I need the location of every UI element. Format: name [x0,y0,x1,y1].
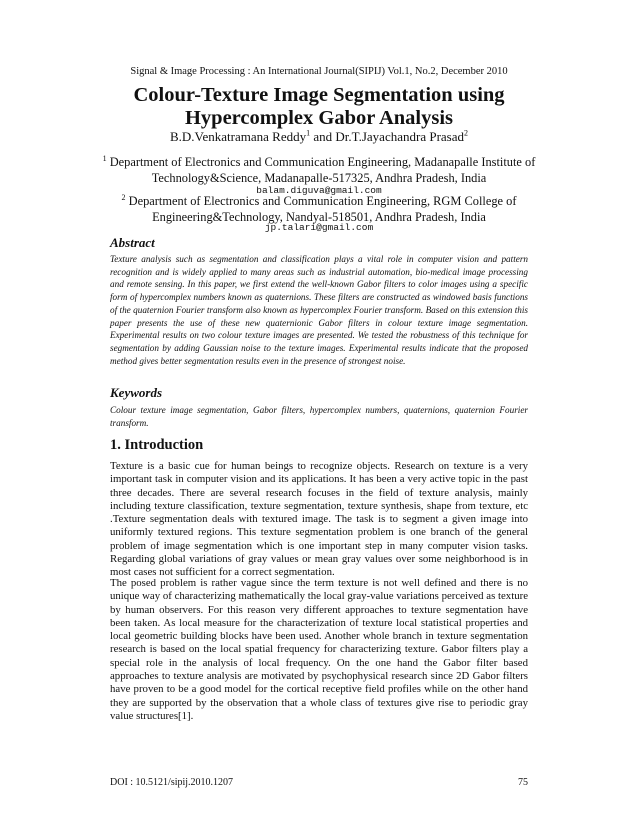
title-line-1: Colour-Texture Image Segmentation using [133,84,505,106]
title-line-2: Hypercomplex Gabor Analysis [184,107,454,129]
keywords-heading: Keywords [110,385,162,400]
introduction-heading: 1. Introduction [110,437,204,453]
doi-text: DOI : 10.5121/sipij.2010.1207 [110,777,234,788]
introduction-paragraph-1: Texture is a basic cue for human beings to recognize objects. Research on texture is a very important task in computer vision and its applications. It has been a very active topic in the past three decades. There are several research focuses in the field of texture analysis, mainly including texture classification, texture segmentation, texture synthesis, shape from texture, etc .Texture segmentation deals with textured image. The task is to segment a given image into uniformly textured regions. This texture segmentation problem is one branch of the general problem of image segmentation which is one important step in many computer vision tasks. Regarding global variations of gray values or mean gray values over some neighborhood is in most cases not sufficient for a correct segmentation. [110,460,528,579]
keywords-text: Colour texture image segmentation, Gabor filters, hypercomplex numbers, quaternions, quaternion Fourier transform. [110,405,528,428]
affiliation-1 [100,155,538,186]
author-2-affiliation-mark: 2 [464,128,468,138]
affiliation-2 [100,194,538,225]
author-1-affiliation-mark: 1 [306,128,311,138]
affiliation-2-text: Department of Electronics and Communication Engineering, RGM College of Engineering&Technology, Nandyal-518501, Andhra Pradesh, India [125,194,517,224]
affiliation-2-mark: 2 [121,192,126,202]
abstract-heading: Abstract [110,235,155,250]
introduction-paragraph-2: The posed problem is rather vague since the term texture is not well defined and there is no unique way of characterizing mathematically the local gray-value variations perceived as texture by human observers. For this reason very different approaches to texture segmentation have been taken. As local measure for the characterization of texture local statistical properties and local geometric building blocks have been used. Another whole branch in texture segmentation research is based on the local spatial frequency for characterizing texture. Gabor filters play a special role in the analysis of local frequency. On the one hand the Gabor filter based approaches to texture analysis are motivated by psychophysical research since 2D Gabor filters have proven to be a good model for the cortical receptive field profiles while on the other hand they are supported by the observation that a whole class of textures give rise to periodic gray value structures[1]. [110,577,528,722]
author-2: Dr.T.Jayachandra Prasad [335,129,464,144]
paper-title [0,84,638,130]
affiliation-2-email: jp.talari@gmail.com [264,222,374,233]
affiliation-1-mark: 1 [102,153,107,163]
author-list [0,129,638,145]
author-joiner: and [310,129,336,144]
abstract-text: Texture analysis such as segmentation and classification plays a vital role in computer vision and pattern recognition and is widely applied to many areas such as industrial automation, bio-medical image processing and remote sensing. In this paper, we first extend the well-known Gabor filters to color images using a specific form of hypercomplex numbers known as quaternions. These filters are constructed as windowed basis functions of the quaternion Fourier transform also known as hypercomplex Fourier transform. Based on this extension this paper presents the use of these new quaternionic Gabor filters in colour texture image segmentation. Experimental results on two colour texture images are presented. We tested the robustness of this technique for segmentation by adding Gaussian noise to the texture images. Experimental results indicate that the proposed method gives better segmentation results even in the presence of strongest noise. [110,254,528,366]
author-1: B.D.Venkatramana Reddy [169,129,307,144]
affiliation-1-email: balam.diguva@gmail.com [256,185,382,196]
affiliation-1-text: Department of Electronics and Communication Engineering, Madanapalle Institute of Technology&Science, Madanapalle-517325, Andhra Pradesh, India [106,155,536,185]
page-number: 75 [518,777,528,788]
journal-header: Signal & Image Processing : An International Journal(SIPIJ) Vol.1, No.2, December 2010 [130,66,508,77]
page-footer [110,777,528,788]
